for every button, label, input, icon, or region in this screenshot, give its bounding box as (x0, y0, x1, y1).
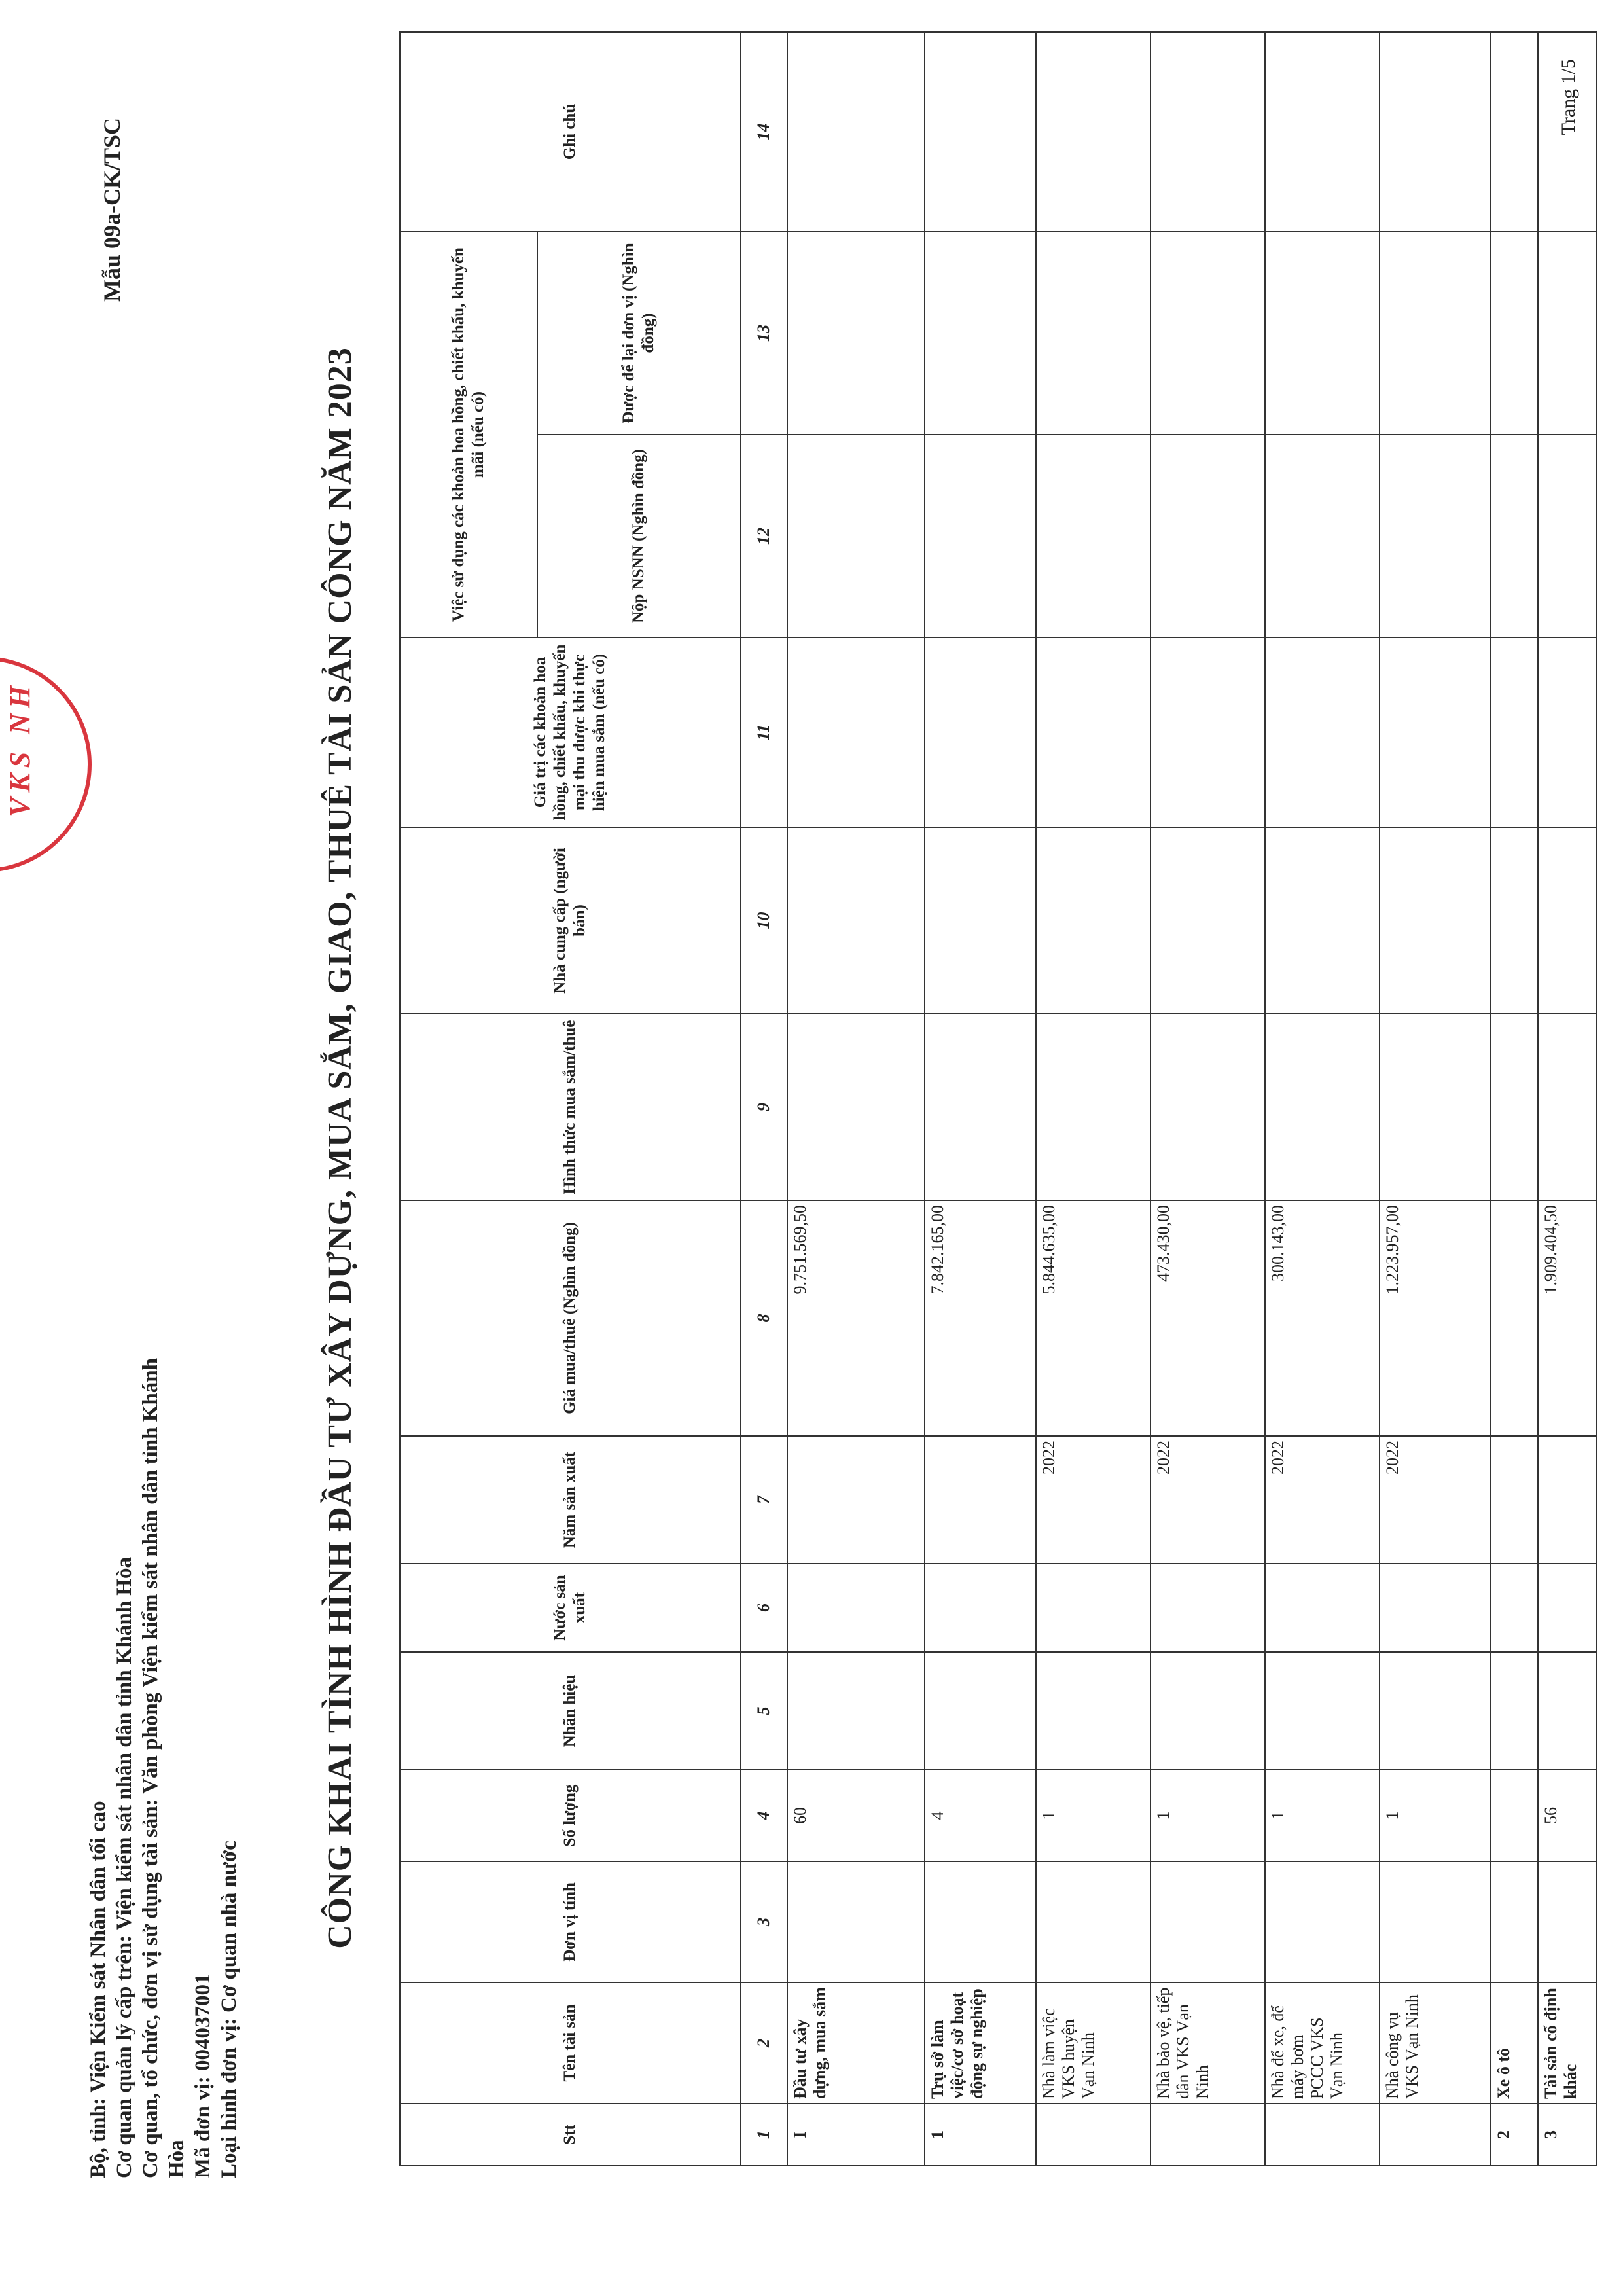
row-retained (787, 232, 925, 435)
row-supplier (1538, 827, 1597, 1014)
row-qty: 4 (925, 1770, 1036, 1861)
table-row (925, 32, 1036, 2166)
row-budget (1380, 435, 1491, 637)
row-price: 5.844.635,00 (1036, 1200, 1150, 1436)
col-qty: Số lượng (400, 1770, 740, 1861)
row-country (1150, 1564, 1265, 1652)
row-price: 300.143,00 (1265, 1200, 1380, 1436)
row-year (1538, 1436, 1597, 1564)
row-qty: 1 (1036, 1770, 1150, 1861)
row-stt: 3 (1538, 2104, 1597, 2166)
row-brand (1491, 1652, 1538, 1770)
row-country (925, 1564, 1036, 1652)
row-brand (1265, 1652, 1380, 1770)
table-row (1491, 32, 1538, 2166)
col-brand: Nhãn hiệu (400, 1652, 740, 1770)
row-unit (1036, 1861, 1150, 1982)
row-discount-value (925, 637, 1036, 827)
row-form (787, 1014, 925, 1200)
row-country (1265, 1564, 1380, 1652)
row-supplier (925, 827, 1036, 1014)
row-brand (1380, 1652, 1491, 1770)
row-retained (1265, 232, 1380, 435)
index-cell: 2 (740, 1982, 787, 2104)
row-supplier (1150, 827, 1265, 1014)
row-name: Nhà làm việc VKS huyện Vạn Ninh (1036, 1982, 1150, 2104)
row-year: 2022 (1265, 1436, 1380, 1564)
row-country (1538, 1564, 1597, 1652)
row-budget (925, 435, 1036, 637)
row-country (1491, 1564, 1538, 1652)
row-discount-value (1538, 637, 1597, 827)
index-cell: 7 (740, 1436, 787, 1564)
row-supplier (1036, 827, 1150, 1014)
row-note (1036, 32, 1150, 232)
row-brand (1538, 1652, 1597, 1770)
unit-type: Loại hình đơn vị: Cơ quan nhà nước (217, 1840, 241, 2178)
row-note (925, 32, 1036, 232)
col-country: Nước sản xuất (400, 1564, 740, 1652)
row-name: Nhà công vụ VKS Vạn Ninh (1380, 1982, 1491, 2104)
row-form (925, 1014, 1036, 1200)
row-discount-value (787, 637, 925, 827)
table-row (1265, 32, 1380, 2166)
index-cell: 5 (740, 1652, 787, 1770)
row-year: 2022 (1150, 1436, 1265, 1564)
form-code: Mẫu 09a-CK/TSC (99, 118, 125, 302)
row-retained (1150, 232, 1265, 435)
row-stt (1380, 2104, 1491, 2166)
row-budget (1491, 435, 1538, 637)
row-qty: 56 (1538, 1770, 1597, 1861)
col-year: Năm sản xuất (400, 1436, 740, 1564)
row-form (1380, 1014, 1491, 1200)
row-note (787, 32, 925, 232)
row-form (1538, 1014, 1597, 1200)
col-discount-usage: Việc sử dụng các khoản hoa hồng, chiết khấu, khuyến mãi (nếu có) (400, 232, 537, 637)
page-number: Trang 1/5 (1558, 59, 1579, 135)
row-brand (1036, 1652, 1150, 1770)
ministry-line: Bộ, tỉnh: Viện Kiểm sát Nhân dân tối cao (86, 1801, 110, 2178)
row-name: Đầu tư xây dựng, mua sắm (787, 1982, 925, 2104)
row-country (787, 1564, 925, 1652)
index-cell: 14 (740, 32, 787, 232)
index-cell: 10 (740, 827, 787, 1014)
row-note (1150, 32, 1265, 232)
agency-line: Cơ quan, tổ chức, đơn vị sử dụng tài sản: Văn phòng Viện kiểm sát nhân dân tỉnh Khánh (139, 1358, 162, 2178)
index-cell: 13 (740, 232, 787, 435)
row-unit (1265, 1861, 1380, 1982)
column-index-row (740, 32, 787, 2166)
row-retained (1538, 232, 1597, 435)
row-price: 1.223.957,00 (1380, 1200, 1491, 1436)
asset-table (399, 31, 1597, 2166)
row-name: Tài sản cố định khác (1538, 1982, 1597, 2104)
row-budget (1036, 435, 1150, 637)
col-note: Ghi chú (400, 32, 740, 232)
index-cell: 3 (740, 1861, 787, 1982)
row-budget (787, 435, 925, 637)
supervisor-line: Cơ quan quản lý cấp trên: Viện kiểm sát nhân dân tỉnh Khánh Hòa (113, 1557, 136, 2178)
row-discount-value (1036, 637, 1150, 827)
row-stt (1150, 2104, 1265, 2166)
table-row (787, 32, 925, 2166)
row-brand (925, 1652, 1036, 1770)
index-cell: 9 (740, 1014, 787, 1200)
row-discount-value (1265, 637, 1380, 827)
row-country (1380, 1564, 1491, 1652)
col-name: Tên tài sản (400, 1982, 740, 2104)
index-cell: 11 (740, 637, 787, 827)
seal-text: VKS NH (4, 680, 36, 817)
index-cell: 4 (740, 1770, 787, 1861)
table-row (1036, 32, 1150, 2166)
row-budget (1538, 435, 1597, 637)
row-name: Xe ô tô (1491, 1982, 1538, 2104)
row-qty (1491, 1770, 1538, 1861)
row-price: 9.751.569,50 (787, 1200, 925, 1436)
row-unit (925, 1861, 1036, 1982)
row-stt (1036, 2104, 1150, 2166)
row-unit (1380, 1861, 1491, 1982)
row-budget (1150, 435, 1265, 637)
row-year (925, 1436, 1036, 1564)
row-year (1491, 1436, 1538, 1564)
col-price: Giá mua/thuê (Nghìn đồng) (400, 1200, 740, 1436)
row-retained (1036, 232, 1150, 435)
row-supplier (1380, 827, 1491, 1014)
row-note (1380, 32, 1491, 232)
row-form (1150, 1014, 1265, 1200)
row-note (1265, 32, 1380, 232)
row-supplier (1491, 827, 1538, 1014)
row-qty: 1 (1265, 1770, 1380, 1861)
row-retained (1491, 232, 1538, 435)
row-discount-value (1150, 637, 1265, 827)
row-form (1036, 1014, 1150, 1200)
row-year: 2022 (1036, 1436, 1150, 1564)
row-qty: 1 (1150, 1770, 1265, 1861)
row-name: Nhà bảo vệ, tiếp dân VKS Vạn Ninh (1150, 1982, 1265, 2104)
row-price (1491, 1200, 1538, 1436)
table-row (1150, 32, 1265, 2166)
index-cell: 12 (740, 435, 787, 637)
col-supplier: Nhà cung cấp (người bán) (400, 827, 740, 1014)
row-unit (1150, 1861, 1265, 1982)
row-stt (1265, 2104, 1380, 2166)
unit-code: Mã đơn vị: 004037001 (191, 1973, 215, 2178)
agency-header (85, 1358, 242, 2178)
row-price: 473.430,00 (1150, 1200, 1265, 1436)
row-unit (787, 1861, 925, 1982)
row-form (1265, 1014, 1380, 1200)
row-price: 1.909.404,50 (1538, 1200, 1597, 1436)
row-retained (925, 232, 1036, 435)
col-discount-value: Giá trị các khoản hoa hồng, chiết khấu, khuyến mại thu được khi thực hiện mua sắm (nếu có) (400, 637, 740, 827)
document-title: CÔNG KHAI TÌNH HÌNH ĐẦU TƯ XÂY DỰNG, MUA SẮM, GIAO, THUÊ TÀI SẢN CÔNG NĂM 2023 (321, 347, 359, 1949)
row-year (787, 1436, 925, 1564)
col-form: Hình thức mua sắm/thuê (400, 1014, 740, 1200)
row-unit (1491, 1861, 1538, 1982)
index-cell: 8 (740, 1200, 787, 1436)
index-cell: 1 (740, 2104, 787, 2166)
index-cell: 6 (740, 1564, 787, 1652)
row-supplier (787, 827, 925, 1014)
row-retained (1380, 232, 1491, 435)
col-stt: Stt (400, 2104, 740, 2166)
row-budget (1265, 435, 1380, 637)
row-supplier (1265, 827, 1380, 1014)
agency-line-cont: Hòa (165, 2140, 188, 2178)
row-unit (1538, 1861, 1597, 1982)
col-budget: Nộp NSNN (Nghìn đồng) (537, 435, 740, 637)
row-qty: 60 (787, 1770, 925, 1861)
row-discount-value (1380, 637, 1491, 827)
table-row (1380, 32, 1491, 2166)
row-stt: 2 (1491, 2104, 1538, 2166)
row-stt: 1 (925, 2104, 1036, 2166)
row-brand (1150, 1652, 1265, 1770)
col-retained: Được để lại đơn vị (Nghìn đồng) (537, 232, 740, 435)
row-discount-value (1491, 637, 1538, 827)
row-form (1491, 1014, 1538, 1200)
row-note (1491, 32, 1538, 232)
row-brand (787, 1652, 925, 1770)
row-year: 2022 (1380, 1436, 1491, 1564)
row-price: 7.842.165,00 (925, 1200, 1036, 1436)
col-unit: Đơn vị tính (400, 1861, 740, 1982)
row-name: Trụ sở làm việc/cơ sở hoạt động sự nghiệp (925, 1982, 1036, 2104)
table-row (1538, 32, 1597, 2166)
row-country (1036, 1564, 1150, 1652)
header-row (400, 32, 537, 2166)
row-name: Nhà để xe, để máy bơm PCCC VKS Vạn Ninh (1265, 1982, 1380, 2104)
row-stt: I (787, 2104, 925, 2166)
row-qty: 1 (1380, 1770, 1491, 1861)
